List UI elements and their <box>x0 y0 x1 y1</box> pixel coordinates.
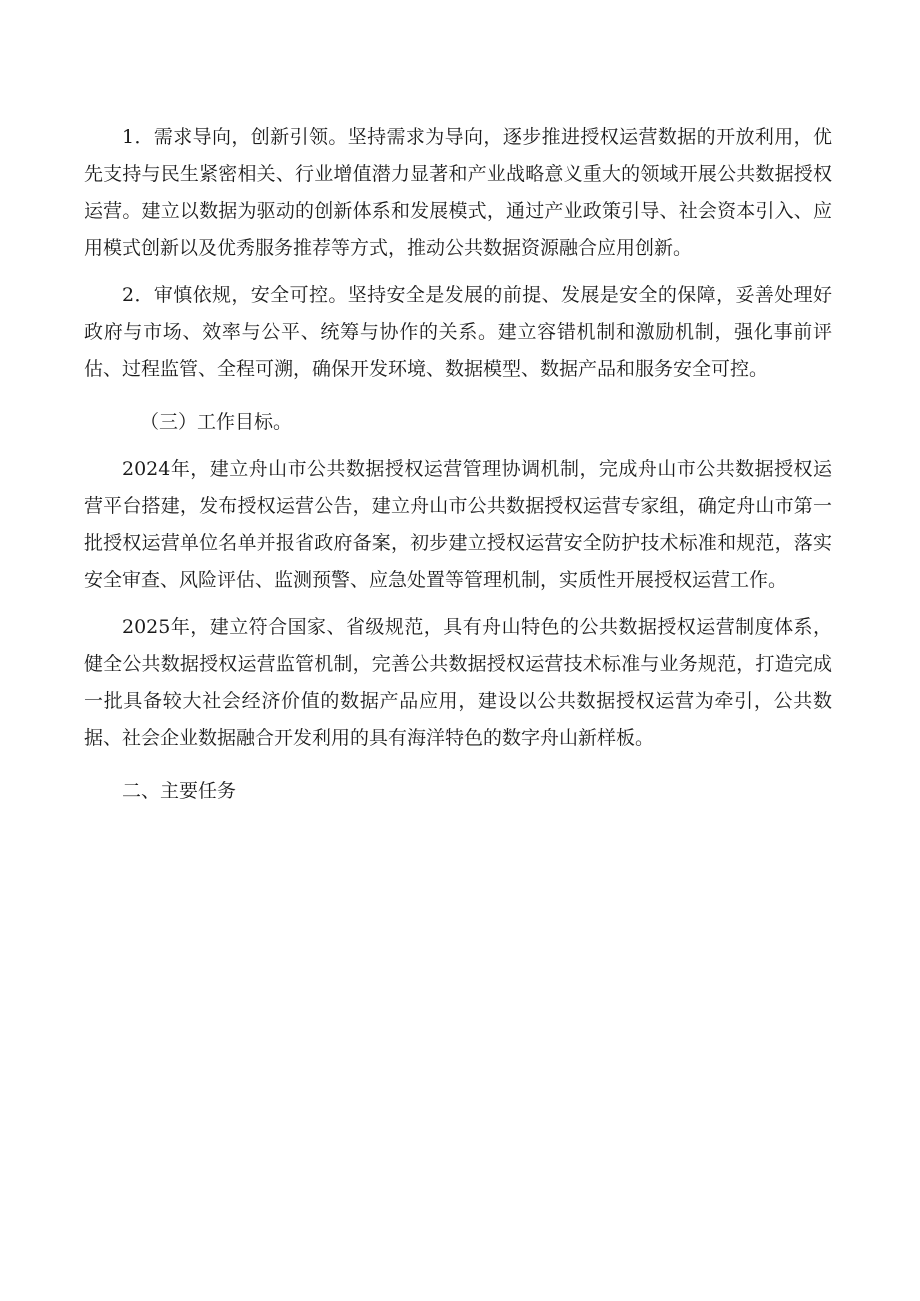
goal-paragraph-2024: 2024年，建立舟山市公共数据授权运营管理协调机制，完成舟山市公共数据授权运营平台搭建，发布授权运营公告，建立舟山市公共数据授权运营专家组，确定舟山市第一批授权运营单位名单并报省政府备案，初步建立授权运营安全防护技术标准和规范，落实安全审查、风险评估、监测预警、应急处置等管理机制，实质性开展授权运营工作。 <box>84 458 832 591</box>
section-heading-work-goals: （三）工作目标。 <box>140 411 293 433</box>
document-body <box>84 119 832 810</box>
principle-paragraph-2: 2．审慎依规，安全可控。坚持安全是发展的前提、发展是安全的保障，妥善处理好政府与市场、效率与公平、统筹与协作的关系。建立容错机制和激励机制，强化事前评估、过程监管、全程可溯，确保开发环境、数据模型、数据产品和服务安全可控。 <box>84 284 832 380</box>
principle-paragraph-1: 1．需求导向，创新引领。坚持需求为导向，逐步推进授权运营数据的开放利用，优先支持与民生紧密相关、行业增值潜力显著和产业战略意义重大的领域开展公共数据授权运营。建立以数据为驱动的创新体系和发展模式，通过产业政策引导、社会资本引入、应用模式创新以及优秀服务推荐等方式，推动公共数据资源融合应用创新。 <box>84 126 832 259</box>
goal-paragraph-2025: 2025年，建立符合国家、省级规范，具有舟山特色的公共数据授权运营制度体系，健全公共数据授权运营监管机制，完善公共数据授权运营技术标准与业务规范，打造完成一批具备较大社会经济价值的数据产品应用，建设以公共数据授权运营为牵引，公共数据、社会企业数据融合开发利用的具有海洋特色的数字舟山新样板。 <box>84 616 832 749</box>
section-heading-main-tasks: 二、主要任务 <box>122 780 237 802</box>
